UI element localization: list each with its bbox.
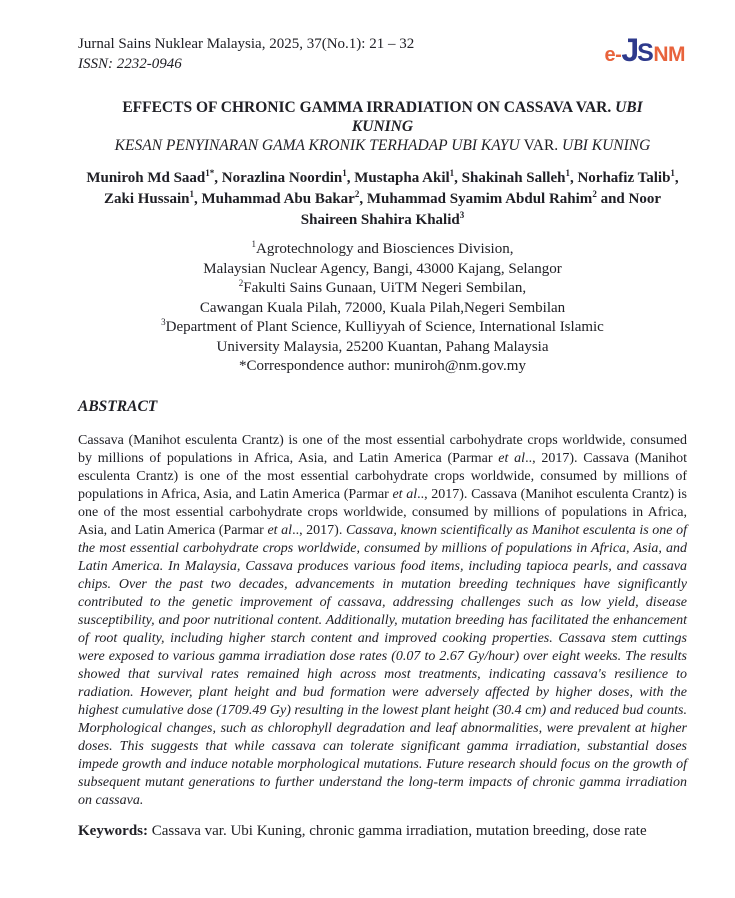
author-affiliation-marker: 1 [565, 168, 570, 178]
logo-part-j: J [621, 32, 638, 68]
page-header [78, 34, 687, 74]
author: and Noor Shaireen Shahira Khalid [300, 191, 661, 228]
subtitle-upright: VAR. [523, 137, 563, 154]
logo-part-nm: NM [653, 43, 685, 66]
author: Muniroh Md Saad [86, 170, 206, 186]
abstract-italic-body: Cassava, known scientifically as Manihot esculenta is one of the most essential carbohydrate crops worldwide, consumed by millions of populations in Africa, Asia, and Latin America. In Malaysia, Cassava produces various food items, including tapioca pearls, and cassava chips. Over the past two decades, advancements in mutation breeding techniques have significantly contributed to the genetic improvement of cassava, addressing challenges such as low yield, disease susceptibility, and poor nutritional content. Additionally, mutation breeding has facilitated the enhancement of root quality, including higher starch content and improved cooking properties. Cassava stem cuttings were exposed to various gamma irradiation dose rates (0.07 to 2.67 Gy/hour) over eight weeks. The results showed that survival rates remained high across most treatments, indicating cassava's resilience to radiation. However, plant height and bud formation were adversely affected by higher doses, with the highest cumulative dose (1709.49 Gy) resulting in the lowest plant height (30.4 cm) and reduced bud counts. Morphological changes, such as chlorophyll degradation and leaf abnormalities, were prevalent at higher doses. This suggests that while cassava can tolerate significant gamma irradiation, substantial doses impede growth and induce notable morphological mutations. Future research should focus on the growth of subsequent mutant generations to further understand the long-term impacts of chronic gamma irradiation on cassava. [78, 522, 687, 808]
subtitle-italic-a: KESAN PENYINARAN GAMA KRONIK TERHADAP UBI KAYU [114, 137, 524, 154]
author: , Norhafiz Talib [569, 170, 671, 186]
author: , Zaki Hussain [104, 170, 679, 207]
author: , Norazlina Noordin [214, 170, 343, 186]
logo-part-s: S [637, 39, 654, 67]
correspondence-text: *Correspondence author: muniroh@nm.gov.my [239, 358, 526, 374]
affiliation-line [78, 338, 687, 358]
affiliation-line [78, 299, 687, 319]
logo-part-e: e- [604, 44, 622, 66]
sentence-text: Cassava (Manihot esculenta Crantz) is one of the most essential carbohydrate crops worldwide, consumed by millions of populations in Africa, Asia, and Latin America (Parmar [78, 432, 687, 466]
article-title [93, 98, 673, 136]
sentence-text: Cassava (Manihot esculenta Crantz) is one of the most essential carbohydrate crops worldwide, consumed by millions of populations in Africa, Asia, and Latin America (Parmar [78, 486, 687, 538]
sentence-text: .., 2017). [525, 450, 584, 466]
article-subtitle [78, 136, 687, 155]
affiliation-line [78, 260, 687, 280]
abstract-heading: ABSTRACT [78, 397, 158, 415]
affiliation-marker: 3 [161, 317, 166, 327]
keywords-text: Cassava var. Ubi Kuning, chronic gamma irradiation, mutation breeding, dose rate [148, 822, 647, 839]
sentence-text: .., 2017). [417, 486, 472, 502]
affiliation-text: Malaysian Nuclear Agency, Bangi, 43000 Kajang, Selangor [203, 260, 562, 277]
sentence-text: .., 2017). [292, 522, 346, 538]
affiliation-marker: 1 [251, 239, 257, 249]
author-affiliation-marker: 1 [189, 189, 194, 199]
affiliation-line [78, 240, 687, 260]
affiliation-line [78, 318, 687, 338]
author-affiliation-marker: 2 [592, 189, 597, 199]
correspondence-line [78, 357, 687, 377]
article-title-variety: UBI KUNING [351, 99, 643, 135]
affiliation-marker: 2 [238, 278, 244, 288]
affiliation-text: University Malaysia, 25200 Kuantan, Pahang Malaysia [216, 338, 549, 355]
author-list [83, 168, 683, 231]
issn-line: ISSN: 2232-0946 [78, 56, 182, 72]
author: , Muhammad Syamim Abdul Rahim [359, 191, 593, 207]
author-affiliation-marker: 1 [342, 168, 347, 178]
affiliation-text: Fakulti Sains Gunaan, UiTM Negeri Sembilan, [243, 280, 527, 296]
sentence-text: Cassava (Manihot esculenta Crantz) is one of the most essential carbohydrate crops worldwide, consumed by millions of populations in Africa, Asia, and Latin America (Parmar [78, 450, 687, 502]
author-affiliation-marker: 1* [205, 168, 215, 178]
ejsnm-logo [605, 32, 685, 69]
author: , Mustapha Akil [346, 170, 450, 186]
author-affiliation-marker: 2 [354, 189, 360, 199]
affiliation-text: Department of Plant Science, Kulliyyah of Science, International Islamic [165, 319, 604, 335]
affiliation-text: Cawangan Kuala Pilah, 72000, Kuala Pilah,Negeri Sembilan [199, 299, 566, 316]
author-affiliation-marker: 1 [449, 168, 455, 178]
author: , Muhammad Abu Bakar [193, 191, 355, 207]
affiliation-text: Agrotechnology and Biosciences Division, [256, 241, 514, 257]
author: , Shakinah Salleh [454, 170, 566, 186]
author-affiliation-marker: 3 [459, 210, 465, 220]
etal-italic: et al [267, 522, 293, 538]
keywords-label: Keywords: [78, 822, 148, 839]
abstract-paragraph [78, 432, 687, 810]
subtitle-italic-b: UBI KUNING [562, 137, 651, 154]
journal-citation: Jurnal Sains Nuklear Malaysia, 2025, 37(No.1): 21 – 32 [78, 36, 415, 52]
affiliations-block [78, 240, 687, 377]
author-affiliation-marker: 1 [670, 168, 675, 178]
keywords-line [78, 822, 687, 841]
journal-citation-block [78, 34, 414, 74]
etal-italic: et al [392, 486, 418, 502]
article-title-main: EFFECTS OF CHRONIC GAMMA IRRADIATION ON CASSAVA VAR. [122, 99, 616, 116]
affiliation-line [78, 279, 687, 299]
etal-italic: et al [498, 450, 526, 466]
